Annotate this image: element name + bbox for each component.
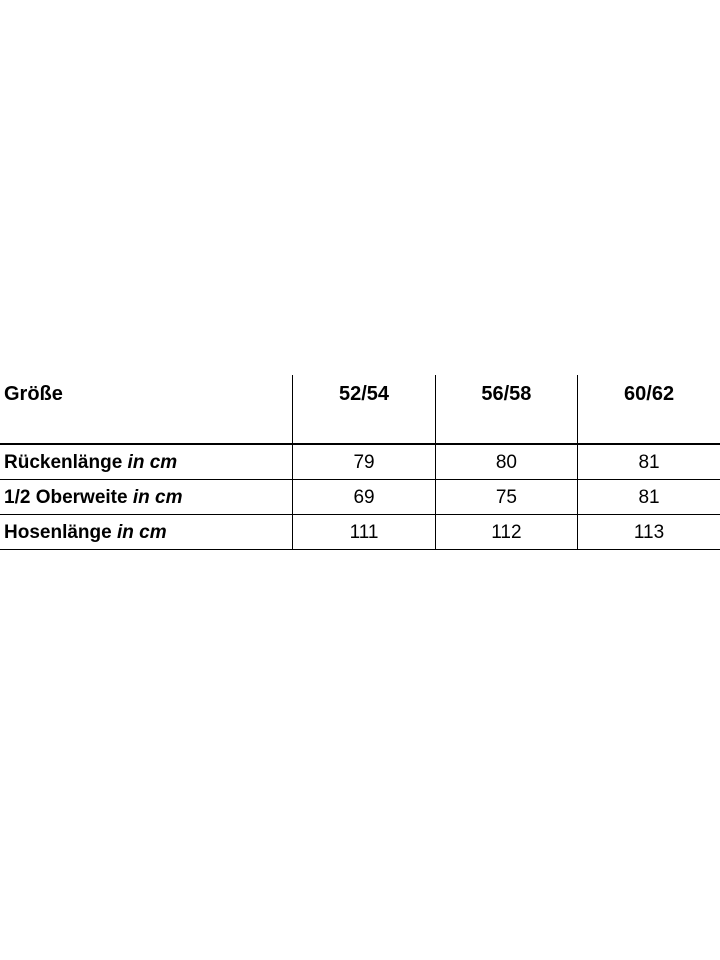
cell-half-chest-56-58: 75	[435, 480, 577, 515]
row-label-text: Rückenlänge	[4, 451, 123, 473]
row-unit-text: in cm	[132, 486, 183, 508]
table-row	[0, 480, 720, 515]
spacer-cell-2	[435, 413, 577, 444]
cell-back-length-60-62: 81	[578, 444, 720, 480]
header-label-cell: Größe	[4, 383, 63, 405]
cell-trouser-length-56-58: 112	[435, 515, 577, 550]
cell-trouser-length-52-54: 111	[293, 515, 435, 550]
spacer-cell-1	[293, 413, 435, 444]
cell-half-chest-60-62: 81	[578, 480, 720, 515]
table-header-row	[0, 375, 720, 413]
table-row	[0, 515, 720, 550]
header-size-cell-3: 60/62	[578, 375, 720, 413]
row-unit-text: in cm	[116, 521, 167, 543]
header-size-cell-2: 56/58	[435, 375, 577, 413]
table-row	[0, 444, 720, 480]
header-separator-row	[0, 413, 720, 444]
spacer-cell-3	[578, 413, 720, 444]
cell-back-length-56-58: 80	[435, 444, 577, 480]
cell-trouser-length-60-62: 113	[578, 515, 720, 550]
row-label-text: Hosenlänge	[4, 521, 112, 543]
row-label-trouser-length	[0, 515, 293, 550]
row-unit-text: in cm	[127, 451, 178, 473]
row-label-back-length	[0, 444, 293, 480]
cell-back-length-52-54: 79	[293, 444, 435, 480]
header-size-cell-1: 52/54	[293, 375, 435, 413]
row-label-text: 1/2 Oberweite	[4, 486, 128, 508]
cell-half-chest-52-54: 69	[293, 480, 435, 515]
row-label-half-chest	[0, 480, 293, 515]
size-chart-table	[0, 375, 720, 550]
spacer-label-cell	[0, 413, 293, 444]
